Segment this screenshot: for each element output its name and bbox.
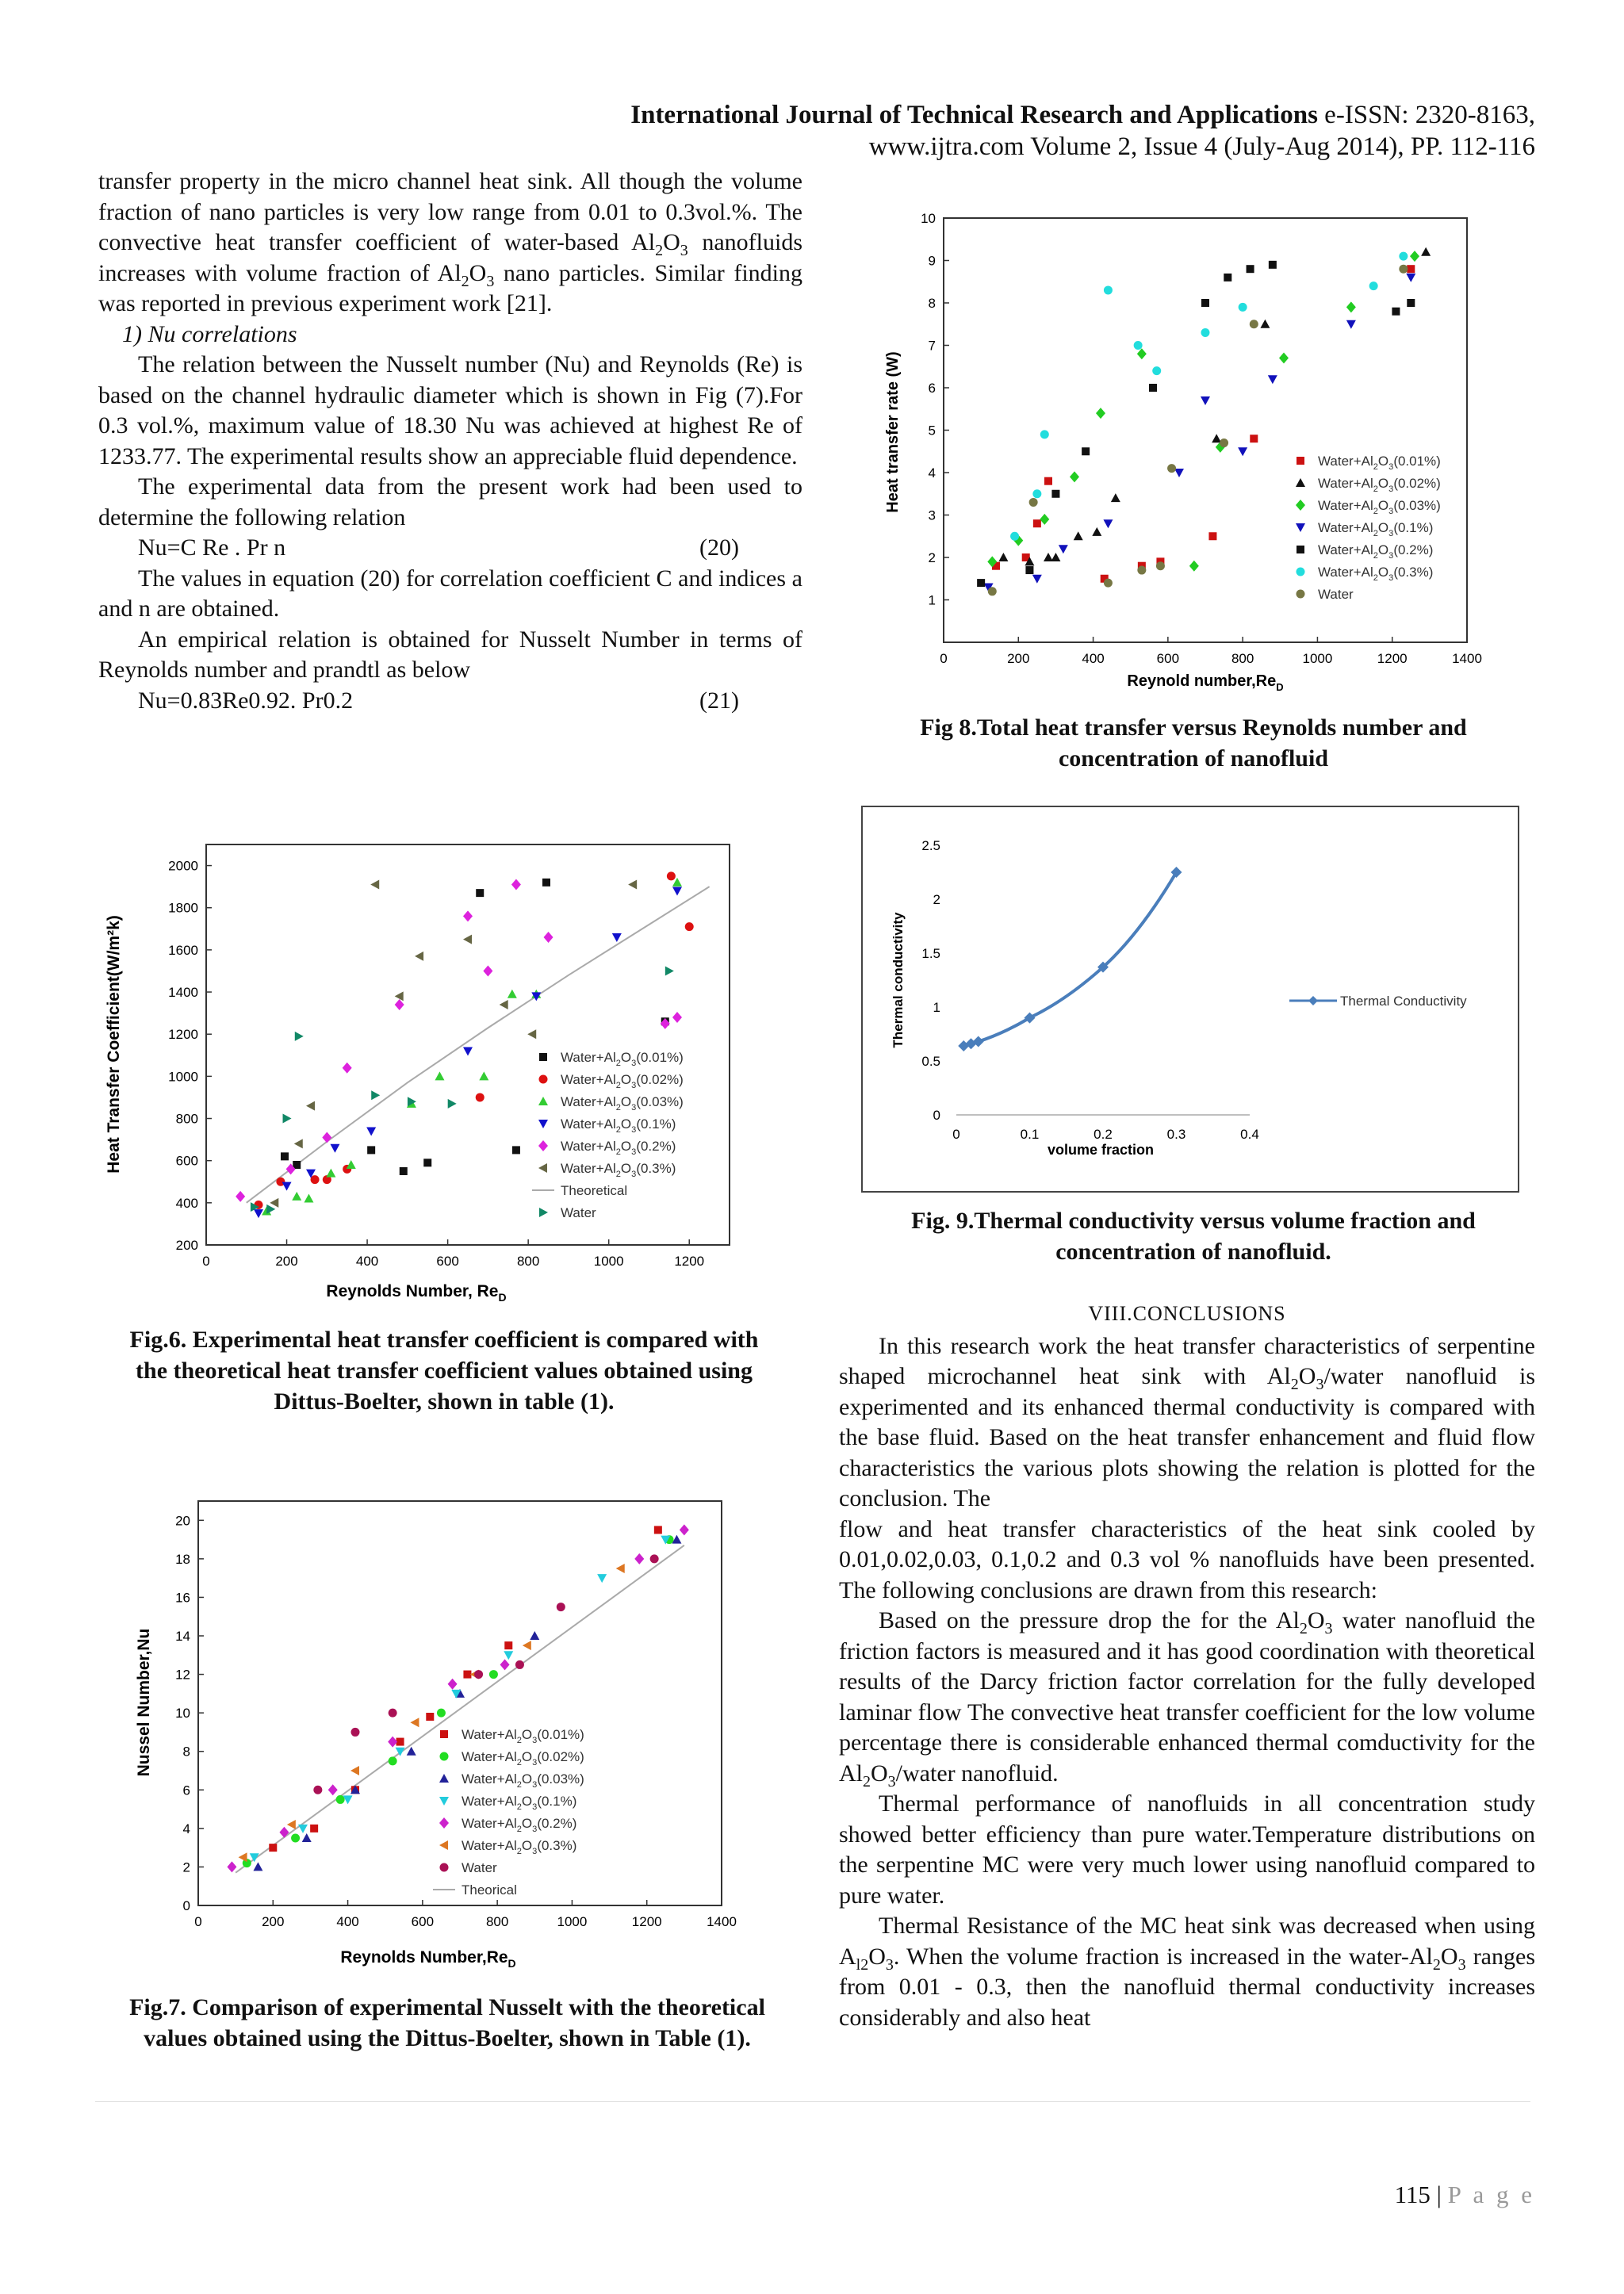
equation-20: Nu=C Re . Pr n (20) — [138, 534, 739, 561]
legend-marker — [1296, 500, 1305, 511]
journal-header — [630, 101, 1535, 128]
data-point — [311, 1175, 320, 1184]
data-point — [1238, 447, 1247, 456]
legend-label: $Water+Al_2O_3(0.01\%)$ — [462, 1727, 584, 1745]
data-point — [628, 880, 637, 890]
y-tick-label: 1800 — [168, 900, 198, 916]
legend-label: $Water+Al_2O_3(0.01\%)$ — [1318, 454, 1441, 472]
data-point — [1174, 469, 1184, 477]
data-point — [239, 1852, 247, 1862]
data-point — [1103, 519, 1113, 528]
y-tick-label: 0 — [182, 1898, 190, 1913]
data-point — [527, 1029, 536, 1039]
legend-label: Theoretical — [561, 1183, 628, 1198]
data-point — [426, 1713, 434, 1721]
data-point — [1096, 408, 1105, 419]
fig8-ylabel: Heat transfer rate (W) — [884, 351, 902, 513]
data-point — [415, 952, 423, 961]
fig6-caption: Fig.6. Experimental heat transfer coefficient is compared with the theoretical heat transfer coefficient values obtained using Dittus-Boelter, shown in table (1). — [129, 1327, 759, 1415]
data-point — [1392, 308, 1400, 316]
data-point — [282, 1182, 292, 1191]
data-point — [544, 932, 553, 943]
legend-marker — [439, 1797, 449, 1806]
x-tick-label: 200 — [275, 1254, 298, 1269]
legend-marker — [539, 1075, 548, 1084]
data-point — [423, 1158, 431, 1166]
y-tick-label: 1000 — [168, 1069, 198, 1085]
data-point — [336, 1795, 345, 1804]
x-tick-label: 800 — [485, 1914, 509, 1929]
x-tick-label: 1200 — [631, 1914, 662, 1929]
legend-marker — [538, 1140, 548, 1151]
data-point — [1220, 439, 1228, 447]
data-point — [322, 1132, 331, 1143]
legend-label: $Water+Al_2O_3(0.03\%)$ — [462, 1771, 584, 1790]
legend-label: Water — [561, 1205, 596, 1220]
paragraph-values: The values in equation (20) for correlation coefficient C and indices a and n are obtained. — [98, 565, 802, 622]
data-point — [448, 1679, 458, 1690]
data-point — [654, 1526, 662, 1534]
x-tick-label: 0.3 — [1166, 1127, 1186, 1142]
data-point — [389, 1756, 397, 1765]
data-point — [366, 1127, 376, 1136]
data-point — [1369, 281, 1378, 290]
data-point — [287, 1820, 296, 1829]
data-point — [294, 1139, 303, 1148]
y-tick-label: 12 — [175, 1667, 190, 1683]
fig7-xlabel: Reynolds $Number,Re_D$ — [340, 1948, 516, 1970]
issn: e-ISSN: 2320-8163, — [1317, 101, 1535, 129]
legend-label: $Water+Al_2O_3(0.03\%)$ — [1318, 498, 1441, 516]
legend-marker — [440, 1752, 449, 1761]
data-point — [1250, 435, 1258, 442]
data-point — [266, 1204, 275, 1214]
data-point — [650, 1554, 659, 1563]
x-tick-label: 0.4 — [1240, 1127, 1259, 1142]
y-tick-label: 800 — [175, 1111, 198, 1127]
data-point — [1346, 301, 1356, 312]
data-point — [1092, 527, 1101, 536]
data-point — [1152, 366, 1161, 375]
y-tick-label: 1 — [933, 1000, 940, 1015]
data-point — [512, 1146, 520, 1154]
fig6-chart — [103, 837, 737, 1304]
data-point — [476, 889, 484, 897]
legend-marker — [1297, 568, 1305, 576]
data-point — [330, 1144, 339, 1153]
data-point — [437, 1709, 446, 1718]
x-tick-label: 1000 — [557, 1914, 588, 1929]
conclusions-heading: VIII.CONCLUSIONS — [1088, 1302, 1286, 1325]
data-point — [343, 1063, 352, 1074]
legend-label: $Water+Al_2O_3(0.1\%)$ — [561, 1116, 676, 1135]
page-number: 115 | P a g e — [1394, 2181, 1535, 2208]
data-point — [508, 990, 517, 998]
data-point — [1212, 434, 1221, 442]
legend-label: $Water+Al_2O_3(0.3\%)$ — [561, 1161, 676, 1179]
data-point — [463, 935, 472, 944]
paragraph-nu: The relation between the Nusselt number (Nu) and Reynolds (Re) is based on the channel hydraulic diameter which is shown in Fig (7).For 0.3 vol.%, maximum value of 18.30 Nu was achieved at highest Re of 1233.77. The experimental results show an appreciable fluid dependence. — [98, 351, 802, 469]
data-point — [1032, 575, 1042, 584]
x-tick-label: 0 — [202, 1254, 210, 1269]
y-tick-label: 600 — [175, 1153, 198, 1169]
data-point — [1040, 514, 1049, 525]
data-point — [254, 1209, 263, 1218]
data-point — [489, 1670, 498, 1679]
data-point — [1260, 320, 1270, 328]
data-point — [1029, 498, 1038, 507]
fig8-chart — [880, 202, 1515, 710]
legend-label: $Water+Al_2O_3(0.3\%)$ — [462, 1838, 577, 1856]
data-point — [515, 1660, 524, 1669]
data-point — [1025, 566, 1033, 574]
data-point — [291, 1834, 300, 1843]
data-point — [407, 1747, 416, 1756]
y-tick-label: 20 — [175, 1513, 190, 1529]
data-point — [1051, 490, 1059, 498]
data-point — [1224, 274, 1231, 281]
data-point — [302, 1833, 312, 1842]
x-tick-label: 1200 — [1377, 651, 1408, 666]
data-point — [306, 1101, 315, 1111]
y-tick-label: 2 — [928, 550, 936, 565]
data-point — [474, 1670, 483, 1679]
data-point — [557, 1603, 565, 1611]
journal-name: International Journal of Technical Research and Applications — [630, 101, 1318, 129]
data-point — [281, 1152, 289, 1160]
data-point — [1410, 251, 1419, 262]
y-tick-label: 1200 — [168, 1027, 198, 1043]
conclusions-p4: Thermal performance of nanofluids in all concentration study showed better efficiency than pure water.Temperature distributions on the serpentine MC were very much lower using nanofluid compared to pure water. — [839, 1790, 1535, 1909]
x-tick-label: 1400 — [1452, 651, 1482, 666]
data-point — [612, 933, 622, 942]
fig9-chart — [861, 806, 1519, 1194]
legend-marker — [1297, 546, 1304, 553]
footer-rule — [95, 2101, 1530, 2102]
data-point — [328, 1784, 338, 1795]
data-point — [672, 1012, 682, 1023]
data-point — [1104, 579, 1113, 588]
data-point — [1070, 471, 1079, 482]
data-point — [395, 999, 404, 1010]
conclusions-p2: flow and heat transfer characteristics of the heat sink cooled by 0.01,0.02,0.03, 0.1,0.2 and 0.3 vol % nanofluids have been presented. The following conclusions are drawn from this research: — [839, 1515, 1535, 1603]
y-tick-label: 2 — [182, 1859, 190, 1875]
x-tick-label: 0 — [940, 651, 948, 666]
x-tick-label: 400 — [1082, 651, 1105, 666]
fig9-caption: Fig. 9.Thermal conductivity versus volume fraction and concentration of nanofluid. — [911, 1208, 1476, 1265]
data-point — [634, 1553, 644, 1564]
data-point — [270, 1198, 278, 1208]
data-point — [1137, 348, 1147, 359]
data-point — [1033, 519, 1041, 527]
data-point — [476, 1093, 485, 1101]
equation-21: Nu=0.83Re0.92. Pr0.2 (21) — [138, 687, 739, 714]
y-tick-label: 0.5 — [921, 1054, 940, 1069]
legend-marker — [1297, 457, 1304, 465]
x-tick-label: 1000 — [1302, 651, 1333, 666]
data-point — [1239, 303, 1247, 312]
paragraph-intro: transfer property in the micro channel heat sink. All though the volume fraction of nano particles is very low range from 0.01 to 0.3vol.%. The convective heat transfer coefficient of water-based $Al_2O_3$ nanofluids increases with volume fraction of $Al_2O_3$ nano particles. Similar finding was reported in previous experiment work [21]. — [98, 168, 803, 316]
right-column — [839, 1294, 1535, 2033]
data-point — [1010, 532, 1019, 541]
y-tick-label: 0 — [933, 1108, 940, 1123]
data-point — [1074, 531, 1083, 540]
legend-label: Water — [462, 1860, 497, 1875]
data-point — [1201, 299, 1209, 307]
data-point — [351, 1728, 360, 1737]
legend-marker — [440, 1730, 448, 1738]
x-tick-label: 800 — [1231, 651, 1254, 666]
x-tick-label: 1200 — [674, 1254, 705, 1269]
paragraph-data: The experimental data from the present work had been used to determine the following relation — [98, 473, 802, 530]
legend-marker — [1297, 590, 1305, 599]
legend-label: $Water+Al_2O_3(0.1\%)$ — [1318, 520, 1434, 538]
data-point — [530, 1631, 539, 1640]
data-point — [1346, 320, 1356, 329]
data-point — [283, 1114, 292, 1124]
theoretical-line — [236, 1545, 684, 1873]
x-tick-label: 600 — [436, 1254, 459, 1269]
theoretical-line — [247, 887, 710, 1203]
conclusions-p5: Thermal Resistance of the MC heat sink was decreased when using $A_{l2}O_3$. When the volume fraction is increased in the water-$Al_2O_3$ ranges from 0.01 - 0.3, then the nanofluid thermal conductivity increases considerably and also heat — [839, 1913, 1535, 2031]
data-point — [448, 1099, 457, 1109]
legend-label: $Water+Al_2O_3(0.2\%)$ — [1318, 542, 1434, 561]
y-tick-label: 200 — [175, 1238, 198, 1253]
data-point — [435, 1071, 444, 1080]
legend-marker — [538, 1097, 548, 1105]
data-point — [1082, 447, 1090, 455]
y-tick-label: 16 — [175, 1590, 190, 1606]
conclusions-p3: Based on the pressure drop the for the $Al_2O_3$ water nanofluid the friction factors is measured and it has good coordination with theoretical results of the Darcy friction factor correlation for the fully developed laminar flow The convective heat transfer coefficient for the low volume percentage there is considerable enhanced thermal comductivity for the $Al_2O_3$/water nanofluid. — [839, 1607, 1535, 1790]
fig6-xlabel: Reynolds Number, $Re_D$ — [326, 1282, 507, 1304]
data-point — [350, 1766, 359, 1775]
data-point — [298, 1825, 308, 1833]
data-point — [680, 1524, 689, 1535]
data-point — [1111, 493, 1120, 502]
y-tick-label: 2.5 — [921, 838, 940, 853]
y-tick-label: 7 — [928, 338, 936, 354]
legend-label: Theorical — [462, 1882, 517, 1898]
data-point — [988, 587, 997, 596]
y-tick-label: 1400 — [168, 985, 198, 1001]
data-point — [279, 1827, 289, 1838]
x-tick-label: 200 — [262, 1914, 285, 1929]
data-point — [1040, 430, 1049, 439]
legend-marker — [538, 1163, 547, 1173]
data-point — [304, 1194, 313, 1203]
data-point — [295, 1032, 304, 1041]
y-tick-label: 8 — [928, 296, 936, 311]
legend-label: $Water+Al_2O_3(0.02\%)$ — [1318, 476, 1441, 494]
left-column — [98, 167, 802, 716]
data-point — [667, 871, 676, 880]
y-tick-label: 4 — [928, 465, 936, 481]
fig6-ylabel: Heat Transfer Coefficient(W/m²k) — [105, 915, 123, 1174]
data-point — [367, 1146, 375, 1154]
data-point — [483, 965, 492, 976]
legend-marker — [539, 1208, 548, 1217]
data-point — [1407, 265, 1415, 273]
legend-label: Water — [1318, 587, 1354, 602]
fig7-caption: Fig.7. Comparison of experimental Nusselt with the theoretical values obtained using the Dittus-Boelter, shown in Table (1). — [129, 1994, 765, 2051]
data-point — [1269, 261, 1277, 269]
data-point — [1208, 532, 1216, 540]
data-point — [370, 880, 379, 890]
data-point — [1268, 375, 1277, 384]
x-tick-label: 400 — [355, 1254, 379, 1269]
legend-label: $Water+Al_2O_3(0.3\%)$ — [1318, 565, 1434, 583]
legend-marker — [439, 1774, 449, 1783]
data-point — [292, 1192, 301, 1201]
data-point — [236, 1191, 245, 1202]
fig9-ylabel: Thermal conductivity — [891, 912, 906, 1048]
fig8-xlabel: Reynold $number,Re_D$ — [1127, 672, 1284, 693]
legend-label: $Water+Al_2O_3(0.03\%)$ — [561, 1094, 684, 1113]
y-tick-label: 1.5 — [921, 946, 940, 961]
data-point — [504, 1651, 513, 1660]
data-point — [1247, 265, 1254, 273]
data-point — [665, 966, 674, 975]
data-point — [1104, 285, 1113, 294]
x-tick-label: 200 — [1007, 651, 1030, 666]
data-point — [463, 910, 473, 921]
data-point — [400, 1167, 408, 1175]
y-tick-label: 1 — [928, 592, 936, 608]
y-tick-label: 2000 — [168, 858, 198, 874]
legend-marker — [439, 1817, 449, 1829]
data-point — [1059, 545, 1068, 553]
y-tick-label: 9 — [928, 253, 936, 269]
legend-label: $Water+Al_2O_3(0.2\%)$ — [561, 1139, 676, 1157]
data-point — [1044, 553, 1053, 561]
y-tick-label: 1600 — [168, 942, 198, 958]
data-point — [1399, 252, 1408, 261]
data-point — [523, 1641, 531, 1650]
data-point — [597, 1574, 607, 1583]
data-point — [685, 922, 694, 931]
data-point — [1201, 396, 1210, 405]
legend-label: Thermal Conductivity — [1340, 994, 1467, 1009]
y-tick-label: 5 — [928, 423, 936, 439]
data-point — [1134, 341, 1143, 350]
data-point — [1044, 477, 1052, 485]
data-point — [1421, 247, 1431, 256]
legend-marker — [440, 1863, 449, 1872]
y-tick-label: 8 — [182, 1744, 190, 1760]
x-tick-label: 400 — [336, 1914, 359, 1929]
legend-marker — [539, 1053, 547, 1061]
x-tick-label: 0 — [194, 1914, 202, 1929]
x-tick-label: 600 — [1156, 651, 1180, 666]
data-point — [998, 553, 1008, 561]
data-point — [977, 579, 985, 587]
y-tick-label: 14 — [175, 1629, 190, 1644]
data-point — [310, 1825, 318, 1833]
fig7-chart — [127, 1495, 745, 1970]
data-point — [504, 1641, 512, 1649]
journal-volume: www.ijtra.com Volume 2, Issue 4 (July-Aug 2014), PP. 112-116 — [868, 132, 1535, 161]
data-point — [227, 1861, 236, 1872]
x-tick-label: 800 — [516, 1254, 540, 1269]
legend-label: $Water+Al_2O_3(0.02\%)$ — [462, 1749, 584, 1767]
data-point — [1189, 561, 1199, 572]
data-point — [1156, 561, 1165, 570]
data-point — [313, 1786, 322, 1794]
data-point — [395, 991, 404, 1001]
legend-label: $Water+Al_2O_3(0.2\%)$ — [462, 1816, 577, 1834]
data-point — [1279, 353, 1289, 364]
y-tick-label: 6 — [182, 1783, 190, 1798]
y-tick-label: 3 — [928, 507, 936, 523]
data-point — [463, 1047, 473, 1055]
data-point — [1167, 464, 1176, 473]
x-tick-label: 0.2 — [1094, 1127, 1113, 1142]
fig8-caption: Fig 8.Total heat transfer versus Reynolds number and concentration of nanofluid — [920, 714, 1467, 772]
data-point — [389, 1709, 397, 1718]
y-tick-label: 6 — [928, 381, 936, 396]
legend-label: $Water+Al_2O_3(0.01\%)$ — [561, 1050, 684, 1068]
data-point — [1137, 566, 1146, 575]
data-point — [1051, 553, 1060, 561]
fig7-ylabel: Nussel Number,Nu — [135, 1628, 153, 1777]
data-point — [1032, 489, 1041, 498]
legend-label: $Water+Al_2O_3(0.1\%)$ — [462, 1794, 577, 1812]
data-point — [672, 887, 682, 895]
data-point — [410, 1718, 419, 1727]
data-point — [511, 879, 521, 890]
data-point — [269, 1844, 277, 1852]
legend-marker — [1296, 478, 1305, 487]
x-tick-label: 0 — [952, 1127, 960, 1142]
x-tick-label: 1400 — [707, 1914, 737, 1929]
data-point — [326, 1169, 335, 1178]
data-point — [500, 1659, 510, 1670]
x-tick-label: 1000 — [593, 1254, 624, 1269]
data-point — [388, 1737, 397, 1748]
data-point — [1250, 320, 1258, 328]
y-tick-label: 2 — [933, 892, 940, 907]
y-tick-label: 10 — [175, 1706, 190, 1721]
legend-label: $Water+Al_2O_3(0.02\%)$ — [561, 1072, 684, 1090]
x-tick-label: 0.1 — [1020, 1127, 1040, 1142]
data-point — [1149, 384, 1157, 392]
fig9-xlabel: volume fraction — [1047, 1142, 1155, 1158]
data-point — [253, 1862, 262, 1871]
data-point — [1407, 299, 1415, 307]
data-point — [371, 1090, 380, 1100]
data-point — [1399, 265, 1408, 274]
legend-marker — [1296, 523, 1305, 532]
y-tick-label: 10 — [921, 211, 936, 226]
data-point — [1201, 328, 1210, 337]
data-point — [500, 1000, 508, 1009]
data-point — [347, 1160, 356, 1169]
conclusions-p1: In this research work the heat transfer characteristics of serpentine shaped microchannel heat sink with $Al_2O_3$/water nanofluid is experimented and its enhanced thermal conductivity is compared with the base fluid. Based on the heat transfer enhancement and fluid flow characteristics the various plots showing the relation is plotted for the conclusion. The — [839, 1332, 1535, 1511]
data-point — [479, 1071, 488, 1080]
data-point — [1406, 274, 1415, 282]
x-tick-label: 600 — [411, 1914, 435, 1929]
paragraph-empirical: An empirical relation is obtained for Nusselt Number in terms of Reynolds number and prandtl as below — [98, 626, 802, 683]
data-point — [542, 879, 550, 887]
y-tick-label: 400 — [175, 1195, 198, 1211]
legend-marker — [439, 1840, 448, 1850]
y-tick-label: 18 — [175, 1551, 190, 1567]
legend-marker — [538, 1120, 548, 1128]
subsection-heading: 1) Nu correlations — [122, 320, 297, 347]
y-tick-label: 4 — [182, 1821, 190, 1836]
data-point — [616, 1564, 625, 1573]
